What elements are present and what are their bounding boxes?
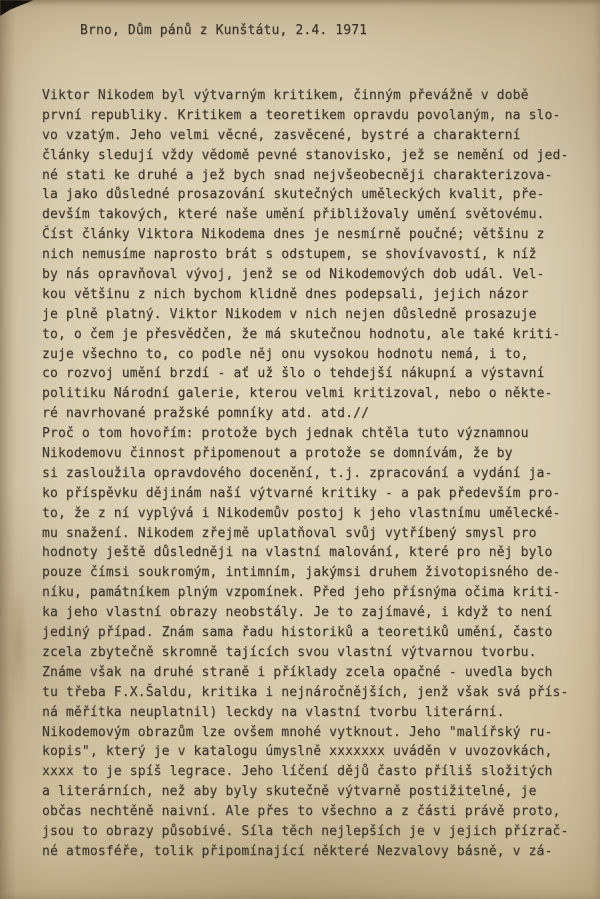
typescript-line: pouze čímsi soukromým, intimním, jakýmsi druhem životopisného de- [42,565,561,581]
typescript-line: by nás opravňoval vývoj, jenž se od Nikodemových dob udál. Vel- [42,267,545,283]
typescript-line: xxxx to je spíš legrace. Jeho líčení dějů často příliš složitých [42,764,553,780]
typescript-line: hodnoty ještě důsledněji na vlastní malování, které pro něj bylo [42,545,553,561]
typescript-line: to, o čem je přesvědčen, že má skutečnou hodnotu, ale také kriti- [42,326,561,342]
typescript-line: a literárních, než aby byly skutečně výtvarně postižitelné, je [42,784,537,800]
typescript-line: Nikodemovu činnost připomenout a protože se domnívám, že by [42,446,513,462]
typescript-line: zcela zbytečně skromně tajících svou vlastní výtvarnou tvorbu. [42,644,537,660]
typescript-body [42,86,582,862]
typescript-line: mu snažení. Nikodem zřejmě uplatňoval svůj vytříbený smysl pro [42,525,537,541]
typescript-line: devším takových, které naše umění přibližovaly umění světovému. [42,207,545,223]
typescript-line: né atmosféře, tolik připomínající některé Nezvalovy básně, v zá- [42,843,553,859]
typescript-line: Číst články Viktora Nikodema dnes je nesmírně poučné; většinu z [42,227,545,243]
typescript-line: Známe však na druhé straně i příklady zcela opačné - uvedla bych [42,664,553,680]
paper-edge-shadow-top [0,0,600,6]
typescript-line: jediný případ. Znám sama řadu historiků a teoretiků umění, často [42,625,553,641]
typescript-line: ná měřítka neuplatnil) leckdy na vlastní tvorbu literární. [42,704,505,720]
typescript-line: kou většinu z nich bychom klidně dnes podepsali, jejich názor [42,286,529,302]
typescript-line: co rozvoj umění brzdí - ať už šlo o tehdejší nákupní a výstavní [42,366,545,382]
typescript-line: ko příspěvku dějinám naší výtvarné kritiky - a pak především pro- [42,485,561,501]
typescript-line: jsou to obrazy působivé. Síla těch nejlepších je v jejich přízrač- [42,823,569,839]
typescript-line: je plně platný. Viktor Nikodem v nich nejen důsledně prosazuje [42,306,537,322]
typescript-line: kopis", který je v katalogu úmyslně xxxxxxx uváděn v uvozovkách, [42,744,553,760]
paper-stain [8,560,34,730]
typescript-line: tu třeba F.X.Šaldu, kritika i nejnáročnějších, jenž však svá přís- [42,684,569,700]
typescript-line: zuje všechno to, co podle něj onu vysokou hodnotu nemá, i to, [42,346,529,362]
typescript-line: politiku Národní galerie, kterou velmi kritizoval, nebo o někte- [42,386,553,402]
typescript-line: né stati ke druhé a jež bych snad nejvšeobecněji charakterizova- [42,167,553,183]
typescript-line: níku, památníkem plným vzpomínek. Před jeho přísnýma očima kriti- [42,585,561,601]
typescript-line: občas nechtěně naivní. Ale přes to všechno a z části právě proto, [42,804,561,820]
typescript-line: první republiky. Kritikem a teoretikem opravdu povolaným, na slo- [42,107,561,123]
typescript-line: ka jeho vlastní obrazy neobstály. Je to zajímavé, i když to není [42,605,553,621]
typescript-line: la jako důsledné prosazování skutečných uměleckých kvalit, pře- [42,187,545,203]
typescript-line: články sledují vždy vědomě pevné stanovisko, jež se nemění od jed- [42,147,569,163]
typescript-line: nich nemusíme naprosto brát s odstupem, se shovívavostí, k níž [42,247,537,263]
typescript-line: Viktor Nikodem byl výtvarným kritikem, činným převážně v době [42,88,529,103]
paper-edge-shadow-left [0,0,16,899]
typescript-line: Nikodemovým obrazům lze ovšem mnohé vytknout. Jeho "malířský ru- [42,724,553,740]
dateline: Brno, Dům pánů z Kunštátu, 2.4. 1971 [80,23,368,38]
typescript-line: Proč o tom hovořím: protože bych jednak chtěla tuto významnou [42,426,529,442]
typescript-line: to, že z ní vyplývá i Nikodemův postoj k jeho vlastnímu umělecké- [42,505,561,521]
typescript-line: ré navrhované pražské pomníky atd. atd.// [42,406,370,422]
typescript-line: vo vzatým. Jeho velmi věcné, zasvěcené, bystré a charakterní [42,127,521,143]
typescript-line: si zasloužila opravdového docenění, t.j. zpracování a vydání ja- [42,465,553,481]
